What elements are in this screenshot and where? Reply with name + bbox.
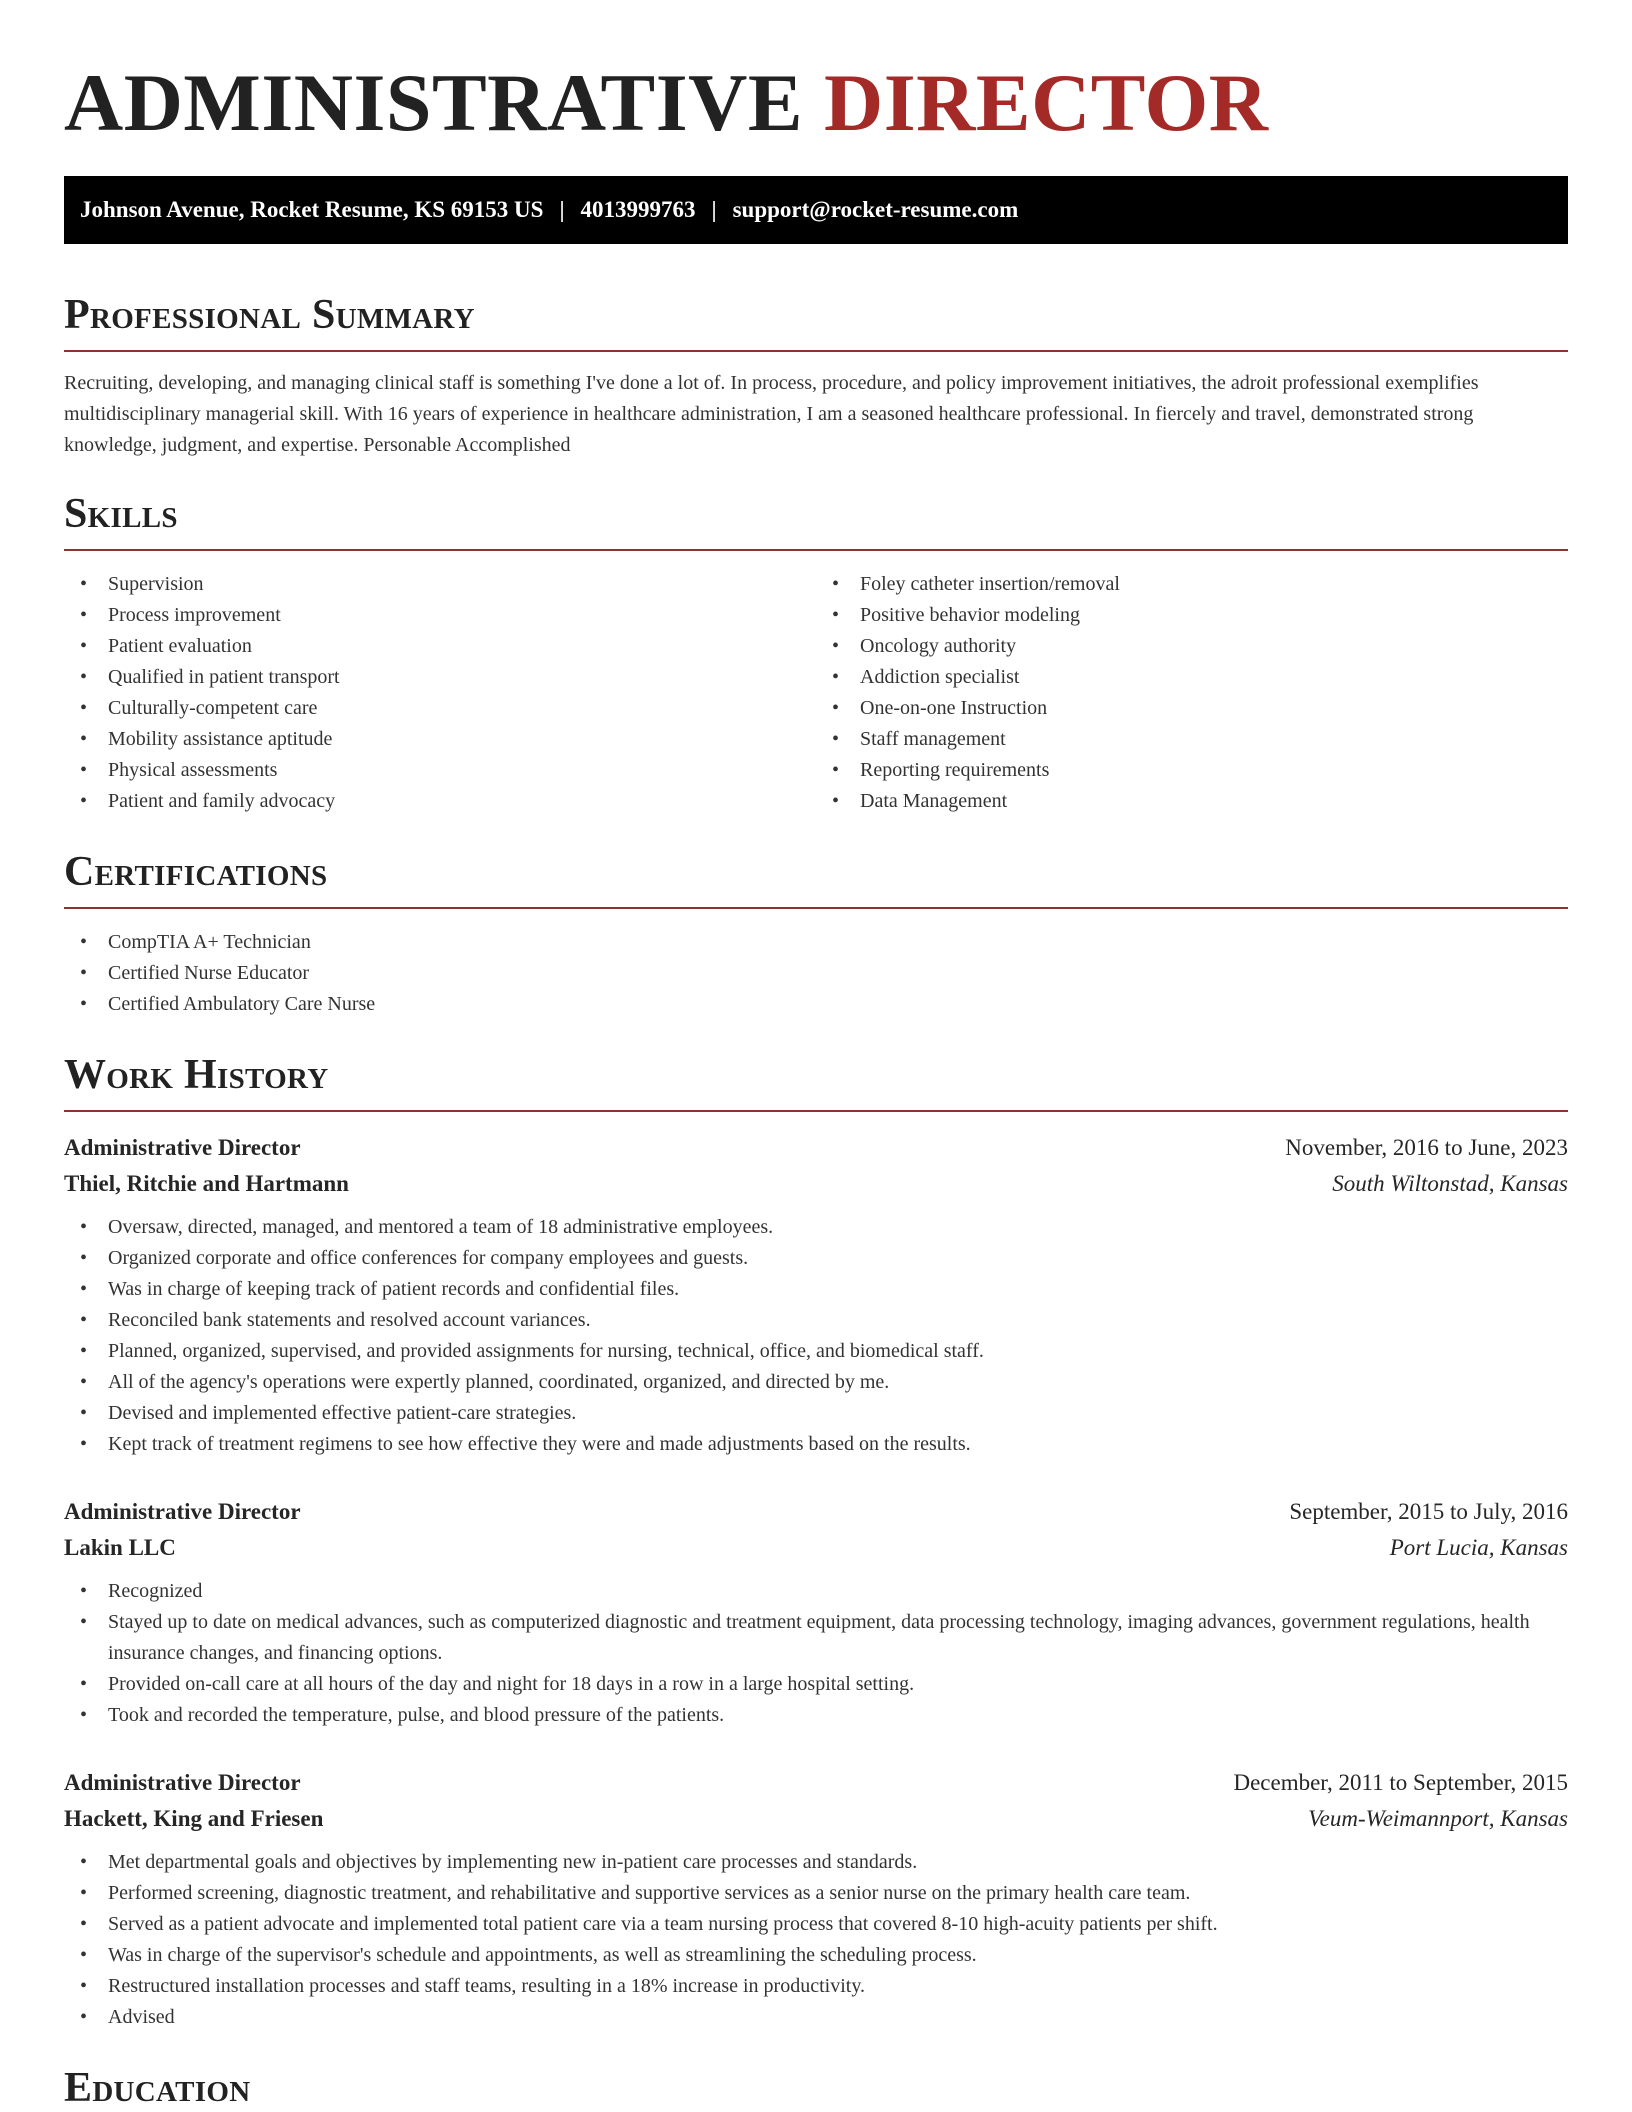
- job-location: Port Lucia, Kansas: [1389, 1535, 1568, 1560]
- skill-item: • Physical assessments: [64, 755, 816, 786]
- job-duty: • Was in charge of keeping track of patient records and confidential files.: [64, 1274, 1568, 1305]
- title-accent: DIRECTOR: [824, 57, 1269, 148]
- skill-item: • Mobility assistance aptitude: [64, 724, 816, 755]
- job-duty: • Performed screening, diagnostic treatment, and rehabilitative and supportive services as a senior nurse on the primary health care team.: [64, 1878, 1568, 1909]
- section-heading: Certifications: [64, 849, 328, 895]
- skill-item: • Patient and family advocacy: [64, 786, 816, 817]
- certifications-section: [64, 847, 1568, 1020]
- skill-item: • Staff management: [816, 724, 1568, 755]
- job-duty: • Recognized: [64, 1576, 1568, 1607]
- skill-item: • Patient evaluation: [64, 631, 816, 662]
- job-duties: [64, 1847, 1568, 2033]
- job-duty: • Oversaw, directed, managed, and mentored a team of 18 administrative employees.: [64, 1212, 1568, 1243]
- job-header-row: [64, 1767, 1568, 1799]
- job-location: Veum-Weimannport, Kansas: [1308, 1806, 1568, 1831]
- skill-item: • Process improvement: [64, 600, 816, 631]
- job-duty: • Provided on-call care at all hours of the day and night for 18 days in a row in a large hospital setting.: [64, 1669, 1568, 1700]
- contact-bar: [64, 176, 1568, 244]
- skill-item: • Positive behavior modeling: [816, 600, 1568, 631]
- summary-section: [64, 290, 1568, 461]
- job-title: Administrative Director: [64, 1770, 301, 1795]
- education-section: [64, 2063, 1568, 2112]
- job-duty: • Met departmental goals and objectives by implementing new in-patient care processes and standards.: [64, 1847, 1568, 1878]
- job-duty: • Kept track of treatment regimens to see how effective they were and made adjustments based on the results.: [64, 1429, 1568, 1460]
- section-heading: Education: [64, 2065, 251, 2111]
- job-entry: [64, 1132, 1568, 1460]
- resume-title: [64, 58, 1568, 148]
- job-duty: • Reconciled bank statements and resolved account variances.: [64, 1305, 1568, 1336]
- job-company: Lakin LLC: [64, 1535, 176, 1560]
- contact-separator: |: [559, 197, 565, 222]
- skill-item: • Addiction specialist: [816, 662, 1568, 693]
- job-dates: November, 2016 to June, 2023: [1285, 1135, 1568, 1160]
- contact-separator: |: [711, 197, 717, 222]
- certifications-list: [64, 927, 1568, 1020]
- contact-email: support@rocket-resume.com: [732, 197, 1019, 222]
- section-divider: [64, 350, 1568, 352]
- certification-item: • Certified Ambulatory Care Nurse: [64, 989, 1568, 1020]
- work-history-section: [64, 1050, 1568, 2033]
- job-title: Administrative Director: [64, 1135, 301, 1160]
- job-company-row: [64, 1803, 1568, 1835]
- job-company-row: [64, 1532, 1568, 1564]
- skill-item: • Culturally-competent care: [64, 693, 816, 724]
- job-duty: • Restructured installation processes and staff teams, resulting in a 18% increase in productivity.: [64, 1971, 1568, 2002]
- contact-address: Johnson Avenue, Rocket Resume, KS 69153 US: [80, 197, 544, 222]
- job-header-row: [64, 1132, 1568, 1164]
- section-heading: Professional Summary: [64, 292, 475, 338]
- job-entry: [64, 1496, 1568, 1731]
- skills-list-left: [64, 569, 816, 817]
- job-location: South Wiltonstad, Kansas: [1332, 1171, 1568, 1196]
- job-dates: September, 2015 to July, 2016: [1289, 1499, 1568, 1524]
- skill-item: • Reporting requirements: [816, 755, 1568, 786]
- skill-item: • Supervision: [64, 569, 816, 600]
- job-company: Thiel, Ritchie and Hartmann: [64, 1171, 349, 1196]
- job-duty: • Planned, organized, supervised, and provided assignments for nursing, technical, office, and biomedical staff.: [64, 1336, 1568, 1367]
- job-duty: • Organized corporate and office conferences for company employees and guests.: [64, 1243, 1568, 1274]
- skills-list-right: [816, 569, 1568, 817]
- contact-phone: 4013999763: [580, 197, 696, 222]
- summary-text: Recruiting, developing, and managing clinical staff is something I've done a lot of. In process, procedure, and policy improvement initiatives, the adroit professional exemplifies multidisciplinary managerial skill. With 16 years of experience in healthcare administration, I am a seasoned healthcare professional. In fiercely and travel, demonstrated strong knowledge, judgment, and expertise. Personable Accomplished: [64, 372, 1479, 456]
- job-header-row: [64, 1496, 1568, 1528]
- job-company-row: [64, 1168, 1568, 1200]
- section-heading: Work History: [64, 1052, 329, 1098]
- job-duties: [64, 1212, 1568, 1460]
- certification-item: • CompTIA A+ Technician: [64, 927, 1568, 958]
- skill-item: • Foley catheter insertion/removal: [816, 569, 1568, 600]
- section-divider: [64, 1110, 1568, 1112]
- skill-item: • One-on-one Instruction: [816, 693, 1568, 724]
- job-duty: • Was in charge of the supervisor's schedule and appointments, as well as streamlining the scheduling process.: [64, 1940, 1568, 1971]
- job-duty: • Advised: [64, 2002, 1568, 2033]
- section-divider: [64, 549, 1568, 551]
- skills-columns: [64, 569, 1568, 817]
- job-duty: • All of the agency's operations were expertly planned, coordinated, organized, and directed by me.: [64, 1367, 1568, 1398]
- section-divider: [64, 907, 1568, 909]
- job-duty: • Served as a patient advocate and implemented total patient care via a team nursing process that covered 8-10 high-acuity patients per shift.: [64, 1909, 1568, 1940]
- job-duties: [64, 1576, 1568, 1731]
- skill-item: • Oncology authority: [816, 631, 1568, 662]
- job-title: Administrative Director: [64, 1499, 301, 1524]
- job-entry: [64, 1767, 1568, 2033]
- skill-item: • Data Management: [816, 786, 1568, 817]
- title-main: ADMINISTRATIVE: [64, 57, 804, 148]
- job-dates: December, 2011 to September, 2015: [1233, 1770, 1568, 1795]
- skill-item: • Qualified in patient transport: [64, 662, 816, 693]
- job-company: Hackett, King and Friesen: [64, 1806, 324, 1831]
- job-duty: • Took and recorded the temperature, pulse, and blood pressure of the patients.: [64, 1700, 1568, 1731]
- job-duty: • Stayed up to date on medical advances, such as computerized diagnostic and treatment equipment, data processing technology, imaging advances, government regulations, health insurance changes, and financing options.: [64, 1607, 1568, 1669]
- job-duty: • Devised and implemented effective patient-care strategies.: [64, 1398, 1568, 1429]
- certification-item: • Certified Nurse Educator: [64, 958, 1568, 989]
- skills-section: [64, 489, 1568, 817]
- section-heading: Skills: [64, 491, 178, 537]
